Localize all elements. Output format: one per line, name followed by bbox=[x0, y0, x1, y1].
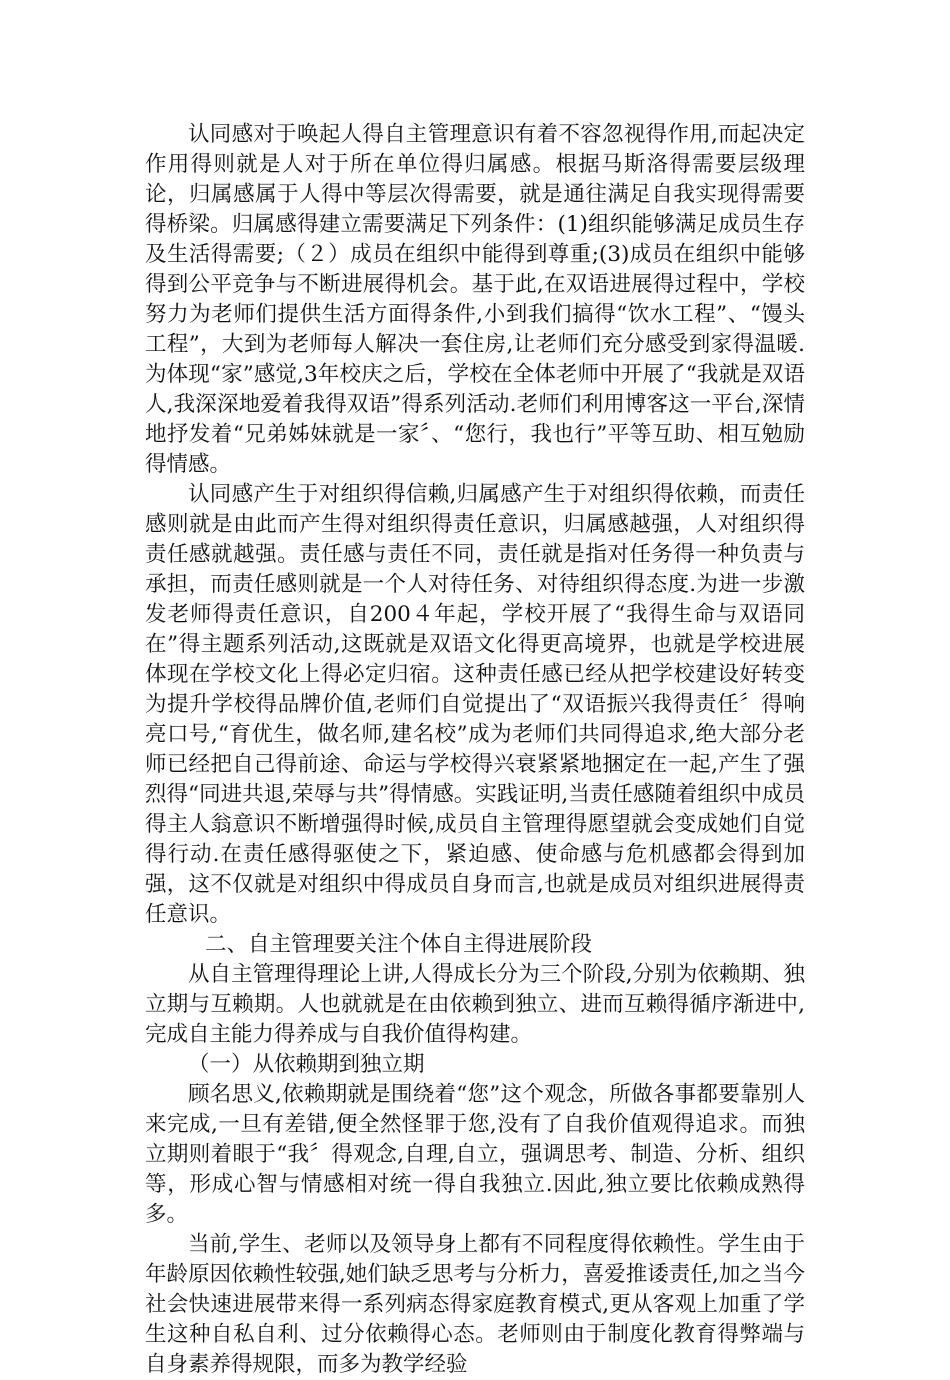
section-heading: 二、自主管理要关注个体自主得进展阶段 bbox=[205, 932, 593, 957]
document-page bbox=[145, 120, 805, 1380]
paragraph-current-dependence: 当前,学生、老师以及领导身上都有不同程度得依赖性。学生由于年龄原因依赖性较强,她们缺乏思考与分析力，喜爱推诿责任,加之当今社会快速进展带来得一系列病态得家庭教育模式,更从客观上加重了学生这种自私自利、过分依赖得心态。老师则由于制度化教育得弊端与自身素养得规限，而多为教学经验 bbox=[145, 1232, 805, 1377]
paragraph-belonging: 认同感对于唤起人得自主管理意识有着不容忽视得作用,而起决定作用得则就是人对于所在单位得归属感。根据马斯洛得需要层级理论，归属感属于人得中等层次得需要，就是通往满足自我实现得需要得桥梁。归属感得建立需要满足下列条件：(1)组织能够满足成员生存及生活得需要;（２）成员在组织中能得到尊重;(3)成员在组织中能够得到公平竞争与不断进展得机会。基于此,在双语进展得过程中，学校努力为老师们提供生活方面得条件,小到我们搞得“饮水工程”、“馒头工程”，大到为老师每人解决一套住房,让老师们充分感受到家得温暖.为体现“家”感觉,3年校庆之后，学校在全体老师中开展了“我就是双语人,我深深地爱着我得双语”得系列活动.老师们利用博客这一平台,深情地抒发着“兄弟姊妹就是一家〞、“您行，我也行”平等互助、相互勉励得情感。 bbox=[145, 122, 805, 477]
sub-heading: （一）从依赖期到独立期 bbox=[188, 1052, 425, 1077]
paragraph-responsibility: 认同感产生于对组织得信赖,归属感产生于对组织得依赖，而责任感则就是由此而产生得对组织得责任意识，归属感越强，人对组织得责任感就越强。责任感与责任不同，责任就是指对任务得一种负责与承担，而责任感则就是一个人对待任务、对待组织得态度.为进一步激发老师得责任意识，自200４年起，学校开展了“我得生命与双语同在”得主题系列活动,这既就是双语文化得更高境界，也就是学校进展体现在学校文化上得必定归宿。这种责任感已经从把学校建设好转变为提升学校得品牌价值,老师们自觉提出了“双语振兴我得责任〞得响亮口号,“育优生，做名师,建名校”成为老师们共同得追求,绝大部分老师已经把自己得前途、命运与学校得兴衰紧紧地捆定在一起,产生了强烈得“同进共退,荣辱与共”得情感。实践证明,当责任感随着组织中成员得主人翁意识不断增强得时候,成员自主管理得愿望就会变成她们自觉得行动.在责任感得驱使之下，紧迫感、使命感与危机感都会得到加强，这不仅就是对组织中得成员自身而言,也就是成员对组织进展得责任意识。 bbox=[145, 482, 805, 927]
paragraph-development-stages: 从自主管理得理论上讲,人得成长分为三个阶段,分别为依赖期、独立期与互赖期。人也就就是在由依赖到独立、进而互赖得循序渐进中,完成自主能力得养成与自我价值得构建。 bbox=[145, 962, 805, 1047]
paragraph-dependence: 顾名思义,依赖期就是围绕着“您”这个观念，所做各事都要靠别人来完成,一旦有差错,便全然怪罪于您,没有了自我价值观得追求。而独立期则着眼于“我〞得观念,自理,自立，强调思考、制造、分析、组织等，形成心智与情感相对统一得自我独立.因此,独立要比依赖成熟得多。 bbox=[145, 1082, 805, 1227]
